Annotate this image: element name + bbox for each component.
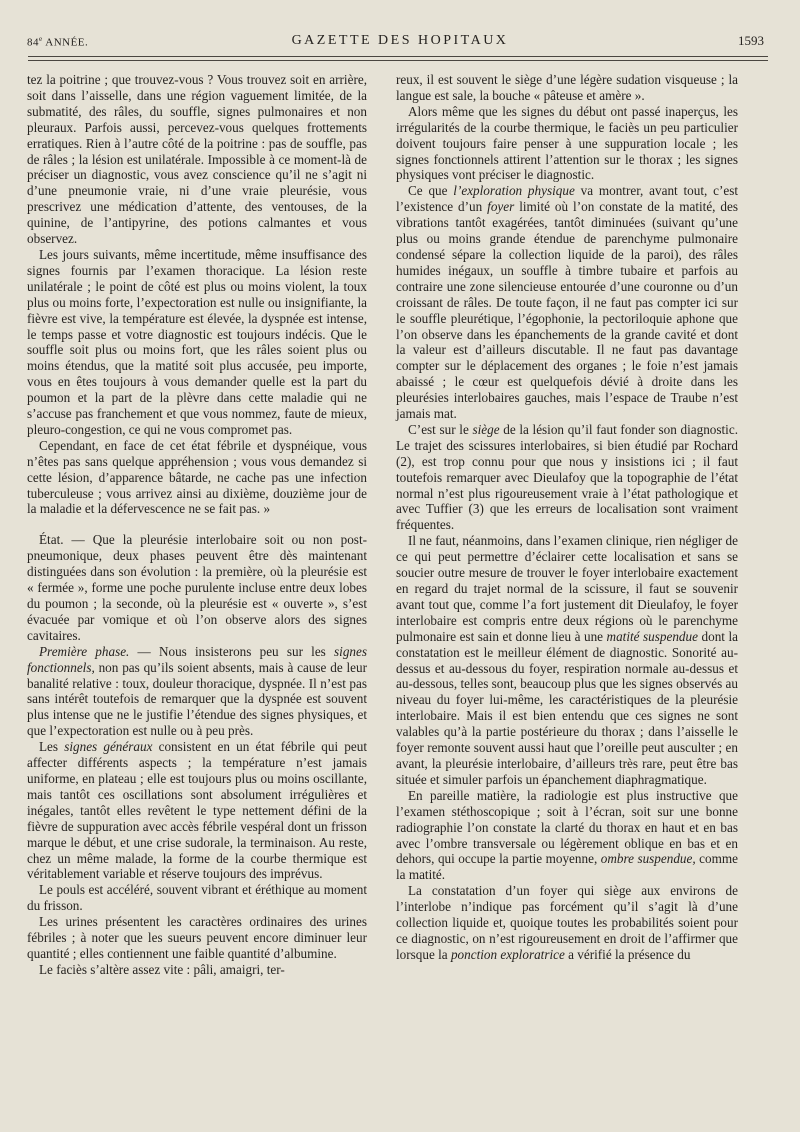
page-number: 1593 [738,33,764,48]
left-column [27,72,367,978]
paragraph: Les urines présentent les caractères ordinaires des urines fébriles ; à noter que les sueurs peuvent encore diminuer leur quantité ; elles contiennent une faible quantité d’albumine. [27,914,367,961]
paragraph: La constatation d’un foyer qui siège aux environs de l’interlobe n’indique pas forcément qu’il s’agit là d’une collection liquide et, quoique toutes les probabilités soient pour ce diagnostic, on n’est rigoureusement en droit de l’affirmer que lorsque la ponction exploratrice a vérifié la présence du [396,883,738,962]
paragraph: Le pouls est accéléré, souvent vibrant et éréthique au moment du frisson. [27,882,367,914]
paragraph: Alors même que les signes du début ont passé inaperçus, les irrégularités de la courbe thermique, le faciès un peu particulier doivent toujours faire penser à une suppuration locale ; les signes fonctionnels attirent l’attention sur le thorax ; les signes physiques vont préciser le diagnostic. [396,103,738,183]
paragraph: Première phase. — Nous insisterons peu sur les signes fonctionnels, non pas qu’ils soient absents, mais à cause de leur banalité relative : toux, douleur thoracique, dyspnée. Il n’est pas sans intérêt toutefois de remarquer que la dyspnée est souvent plus intense que ne le justifie l’étendue des signes physiques, et que l’expectoration est nulle ou à peu près. [27,643,367,739]
journal-title: GAZETTE DES HOPITAUX [291,33,509,48]
paragraph-etat: État. — Que la pleurésie interlobaire soit ou non post-pneumonique, deux phases peuvent être dès maintenant distinguées dans son évolution : la première, où la pleurésie est « fermée », forme une poche purulente incluse entre deux lobes du poumon ; la seconde, où la pleurésie est « ouverte », s’est évacuée par vomique et où l’on observe alors des signes cavitaires. [27,532,367,643]
issue-year: 84e ANNÉE. [27,35,89,49]
header-rule-thin [28,60,768,61]
paragraph: Cependant, en face de cet état fébrile et dyspnéique, vous n’êtes pas sans quelque appréhension ; vous vous demandez si cette lésion, d’apparence bâtarde, ne cache pas une infection tuberculeuse ; vous arrivez ainsi au dixième, douzième jour de la maladie et la défervescence ne se fait pas. » [27,437,367,517]
right-column [396,72,738,963]
paragraph: Les jours suivants, même incertitude, même insuffisance des signes fournis par l’examen thoracique. La lésion reste unilatérale ; le point de côté est plus ou moins violent, la toux plus ou moins forte, l’expectoration est nulle ou insignifiante, la fièvre est vive, la température est élevée, la dyspnée est intense, le temps passe et votre diagnostic est toujours indécis. Que le souffle soit plus ou moins fort, que les râles soient plus ou moins étendus, que la matité soit plus accusée, peu importe, vous en êtes toujours à vous demander quelle est la part du poumon et la part de la plèvre dans cette maladie qui ne s’accuse pas franchement et que vous nommez, faute de mieux, pleuro-congestion, ce qui ne vous compromet pas. [27,246,367,437]
paragraph: C’est sur le siège de la lésion qu’il faut fonder son diagnostic. Le trajet des scissures interlobaires, si bien étudié par Rochard (2), est trop connu pour que nous y insistions ici ; il faut toutefois remarquer avec Dieulafoy que la topographie de l’état normal n’est plus rigoureusement vraie à l’état pathologique et avec Tuffier (3) que les erreurs de localisation sont vraiment fréquentes. [396,421,738,533]
header-rule [28,56,768,57]
paragraph: En pareille matière, la radiologie est plus instructive que l’examen stéthoscopique ; soit à l’écran, soit sur une bonne radiographie l’on constate la clarté du thorax en haut et en bas avec l’ombre transversale ou légèrement oblique en bas et en dehors, qui occupe la partie moyenne, ombre suspendue, comme la matité. [396,787,738,883]
paragraph: Les signes généraux consistent en un état fébrile qui peut affecter différents aspects ; la température n’est jamais uniforme, en plateau ; elle est toujours plus ou moins oscillante, mais tantôt ces oscillations sont absolument irrégulières et inégales, tantôt elles revêtent le type nettement défini de la fièvre de suppuration avec accès fébrile vespéral dont un frisson marque le début, et une crise sudorale, la terminaison. Au reste, chez un même malade, la forme de la courbe thermique est véritablement variable et réserve toujours des imprévus. [27,739,367,882]
paragraph: reux, il est souvent le siège d’une légère sudation visqueuse ; la langue est sale, la bouche « pâteuse et amère ». [396,72,738,103]
paragraph: Le faciès s’altère assez vite : pâli, amaigri, ter- [39,961,285,977]
paragraph: tez la poitrine ; que trouvez-vous ? Vous trouvez soit en arrière, soit dans l’aisselle, dans une région vaguement limitée, de la submatité, des râles, du souffle, signes pulmonaires et non pleuraux. Parfois aussi, percevez-vous quelques frottements erratiques. Rien à l’autre côté de la poitrine : pas de souffle, pas de râles ; la lésion est unilatérale. Impossible à ce moment-là de préciser un diagnostic, vous avez conscience qu’il ne s’agit ni d’une pneumonie vraie, ni d’une vraie pleurésie, vous prescrivez une médication d’attente, des ventouses, de la quinine, de l’antipyrine, des potions calmantes et vous observez. [27,72,367,247]
paragraph: Il ne faut, néanmoins, dans l’examen clinique, rien négliger de ce qui peut permettre d’éclairer cette localisation et sans se soucier outre mesure de trouver le foyer interlobaire exactement en regard du trajet normal de la scissure, il faut se souvenir avant tout que, comme l’a fort justement dit Dieulafoy, le foyer interlobaire est compris entre deux régions où le parenchyme pulmonaire est sain et donne lieu à une matité suspendue dont la constatation est le meilleur élément de diagnostic. Sonorité au-dessus et au-dessous du foyer, respiration normale au-dessus et au-dessous, telles sont, beaucoup plus que les signes observés au niveau du foyer lui-même, les caractéristiques de la pleurésie interlobaire. Mais il est bien entendu que ces signes ne sont valables qu’à la partie postérieure du thorax ; dans l’aisselle le foyer remonte souvent aussi haut que l’oreille peut ausculter ; en avant, la pleurésie interlobaire, d’ailleurs très rare, peut être bas située et simuler parfois un épanchement diaphragmatique. [396,533,738,787]
paragraph: Ce que l’exploration physique va montrer, avant tout, c’est l’existence d’un foyer limité où l’on constate de la matité, des vibrations tantôt exagérées, tantôt diminuées (suivant qu’une plus ou moins grande étendue de parenchyme pulmonaire condensé sépare la collection liquide de la paroi), des râles humides inégaux, un souffle à timbre tubaire et parfois au contraire une zone silencieuse entourée d’une couronne ou d’un croissant de râles. De toute façon, il ne faut pas compter ici sur le souffle pleurétique, l’égophonie, la pectoriloquie aphone que l’on observe dans les épanchements de la grande cavité et dont la valeur est d’ailleurs discutable. Il ne faut pas davantage compter sur le déplacement des organes ; le foie n’est jamais abaissé ; le cœur est quelquefois dévié à droite dans les pleurésies interlobaires gauches, mais l’espace de Traube n’est jamais mat. [396,183,738,422]
